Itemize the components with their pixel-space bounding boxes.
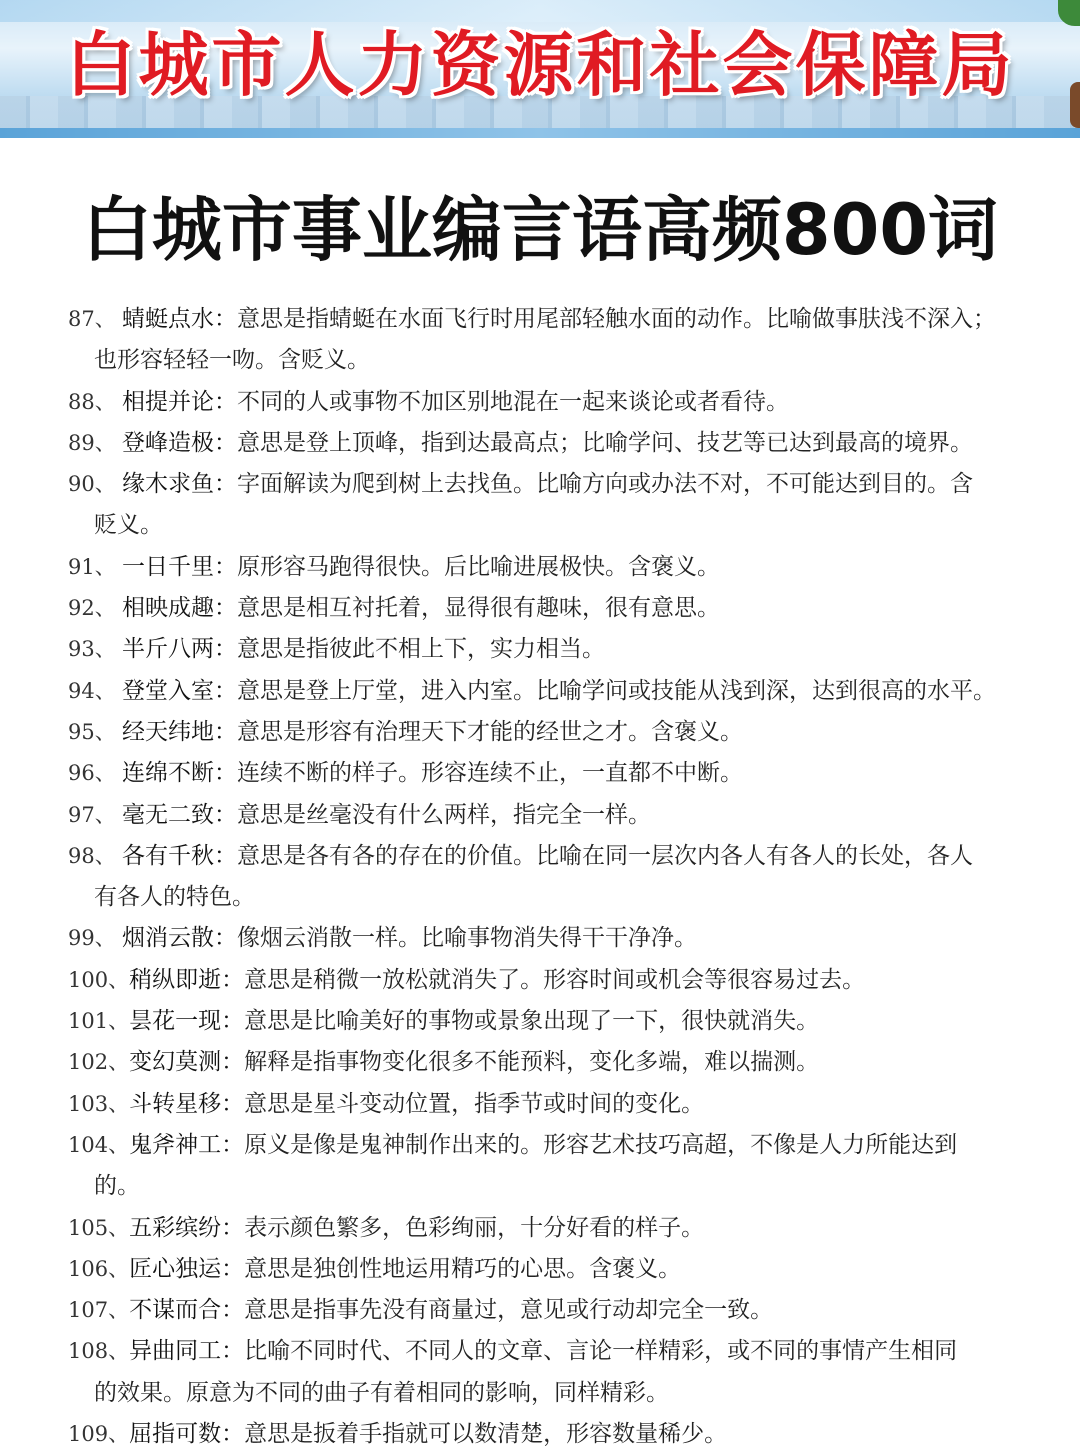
list-item [68, 1331, 1038, 1414]
entry-number: 95、 [68, 719, 116, 744]
entry-definition: 意思是比喻美好的事物或景象出现了一下，很快就消失。 [244, 1008, 820, 1035]
entry-definition: 意思是相互衬托着，显得很有趣味，很有意思。 [237, 595, 720, 622]
list-item [68, 629, 1038, 670]
entry-definition: 解释是指事物变化很多不能预料，变化多端，难以揣测。 [244, 1049, 820, 1076]
list-item [68, 588, 1038, 629]
entry-term: 不谋而合： [129, 1297, 245, 1324]
entry-definition: 意思是指事先没有商量过，意见或行动却完全一致。 [244, 1297, 774, 1324]
entry-definition: 像烟云消散一样。比喻事物消失得干干净净。 [237, 925, 697, 952]
entry-number: 103、 [68, 1091, 130, 1116]
entry-term: 变幻莫测： [129, 1049, 245, 1076]
entry-term: 经天纬地： [122, 718, 237, 745]
entry-term: 相提并论： [122, 388, 237, 415]
list-item [68, 960, 1038, 1001]
entry-definition: 意思是稍微一放松就消失了。形容时间或机会等很容易过去。 [244, 966, 866, 993]
list-item [68, 795, 1038, 836]
entry-definition: 意思是扳着手指就可以数清楚，形容数量稀少。 [244, 1421, 728, 1448]
entry-definition: 意思是指彼此不相上下，实力相当。 [237, 636, 605, 663]
list-item [68, 671, 1038, 712]
entry-definition: 原形容马跑得很快。后比喻进展极快。含褒义。 [237, 553, 720, 580]
entry-definition: 意思是丝毫没有什么两样，指完全一样。 [237, 801, 651, 828]
list-item [68, 382, 1038, 423]
entry-definition-continued: 的。 [94, 1173, 140, 1200]
entry-number: 89、 [68, 430, 116, 455]
entry-term: 异曲同工： [129, 1338, 245, 1365]
list-item [68, 753, 1038, 794]
entry-number: 94、 [68, 678, 116, 703]
entry-number: 92、 [68, 596, 116, 621]
entry-definition: 意思是登上厅堂，进入内室。比喻学问或技能从浅到深，达到很高的水平。 [237, 677, 996, 704]
entry-term: 蜻蜓点水： [122, 306, 237, 332]
entry-number: 99、 [68, 926, 116, 951]
entry-definition: 意思是指蜻蜓在水面飞行时用尾部轻触水面的动作。比喻做事肤浅不深入； [237, 306, 996, 332]
entry-term: 烟消云散： [122, 925, 237, 952]
entry-term: 连绵不断： [122, 760, 237, 787]
banner-bottom-band [0, 128, 1080, 138]
list-item [68, 1084, 1038, 1125]
entry-definition: 字面解读为爬到树上去找鱼。比喻方向或办法不对，不可能达到目的。含 [237, 471, 973, 498]
entry-term: 斗转星移： [129, 1090, 245, 1117]
entry-number: 105、 [68, 1215, 130, 1240]
entry-definition: 表示颜色繁多，色彩绚丽，十分好看的样子。 [244, 1214, 705, 1241]
entry-number: 100、 [68, 967, 130, 992]
entry-definition: 连续不断的样子。形容连续不止，一直都不中断。 [237, 760, 743, 787]
entry-number: 87、 [68, 307, 116, 331]
entry-term: 鬼斧神工： [129, 1131, 245, 1158]
list-item [68, 1290, 1038, 1331]
entry-definition: 比喻不同时代、不同人的文章、言论一样精彩，或不同的事情产生相同 [244, 1338, 958, 1365]
banner-sky [0, 0, 1080, 22]
entry-number: 97、 [68, 802, 116, 827]
entry-term: 登峰造极： [122, 429, 237, 456]
entry-term: 匠心独运： [129, 1255, 245, 1282]
entry-definition: 意思是各有各的存在的价值。比喻在同一层次内各人有各人的长处，各人 [237, 842, 973, 869]
entry-definition: 意思是形容有治理天下才能的经世之才。含褒义。 [237, 718, 743, 745]
entry-number: 109、 [68, 1422, 130, 1447]
entry-term: 缘木求鱼： [122, 471, 237, 498]
entry-definition-continued: 也形容轻轻一吻。含贬义。 [94, 347, 370, 374]
entry-definition-continued: 贬义。 [94, 512, 163, 539]
list-item [68, 464, 1038, 547]
vocabulary-list [68, 299, 1038, 1455]
entry-term: 各有千秋： [122, 842, 237, 869]
list-item [68, 1208, 1038, 1249]
page-title: 白城市事业编言语高频800词 [81, 189, 999, 271]
entry-number: 102、 [68, 1050, 130, 1075]
entry-number: 93、 [68, 637, 116, 662]
entry-term: 昙花一现： [129, 1008, 245, 1035]
entry-term: 稍纵即逝： [129, 966, 245, 993]
entry-definition-continued: 有各人的特色。 [94, 884, 255, 911]
header-banner [0, 0, 1080, 138]
entry-definition: 意思是登上顶峰，指到达最高点；比喻学问、技艺等已达到最高的境界。 [237, 429, 973, 456]
entry-number: 88、 [68, 389, 116, 414]
entry-term: 登堂入室： [122, 677, 237, 704]
entry-number: 91、 [68, 554, 116, 579]
entry-number: 98、 [68, 843, 116, 868]
entry-number: 90、 [68, 472, 116, 497]
entry-number: 101、 [68, 1009, 130, 1034]
entry-number: 104、 [68, 1132, 130, 1157]
entry-term: 半斤八两： [122, 636, 237, 663]
entry-definition-continued: 的效果。原意为不同的曲子有着相同的影响，同样精彩。 [94, 1379, 669, 1406]
entry-definition: 意思是星斗变动位置，指季节或时间的变化。 [244, 1090, 705, 1117]
list-item [68, 1001, 1038, 1042]
list-item [68, 712, 1038, 753]
entry-term: 一日千里： [122, 553, 237, 580]
list-item [68, 299, 1038, 382]
entry-number: 108、 [68, 1339, 130, 1364]
list-item [68, 423, 1038, 464]
list-item [68, 1125, 1038, 1208]
entry-number: 96、 [68, 761, 116, 786]
entry-number: 107、 [68, 1298, 130, 1323]
entry-number: 106、 [68, 1256, 130, 1281]
entry-definition: 原义是像是鬼神制作出来的。形容艺术技巧高超，不像是人力所能达到 [244, 1131, 958, 1158]
list-item [68, 1414, 1038, 1455]
entry-term: 五彩缤纷： [129, 1214, 245, 1241]
entry-definition: 不同的人或事物不加区别地混在一起来谈论或者看待。 [237, 388, 789, 415]
list-item [68, 1249, 1038, 1290]
entry-term: 相映成趣： [122, 595, 237, 622]
entry-term: 屈指可数： [129, 1421, 245, 1448]
entry-definition: 意思是独创性地运用精巧的心思。含褒义。 [244, 1255, 682, 1282]
banner-title: 白城市人力资源和社会保障局 [65, 24, 1015, 106]
list-item [68, 1042, 1038, 1083]
list-item [68, 836, 1038, 919]
entry-term: 毫无二致： [122, 801, 237, 828]
list-item [68, 918, 1038, 959]
list-item [68, 547, 1038, 588]
